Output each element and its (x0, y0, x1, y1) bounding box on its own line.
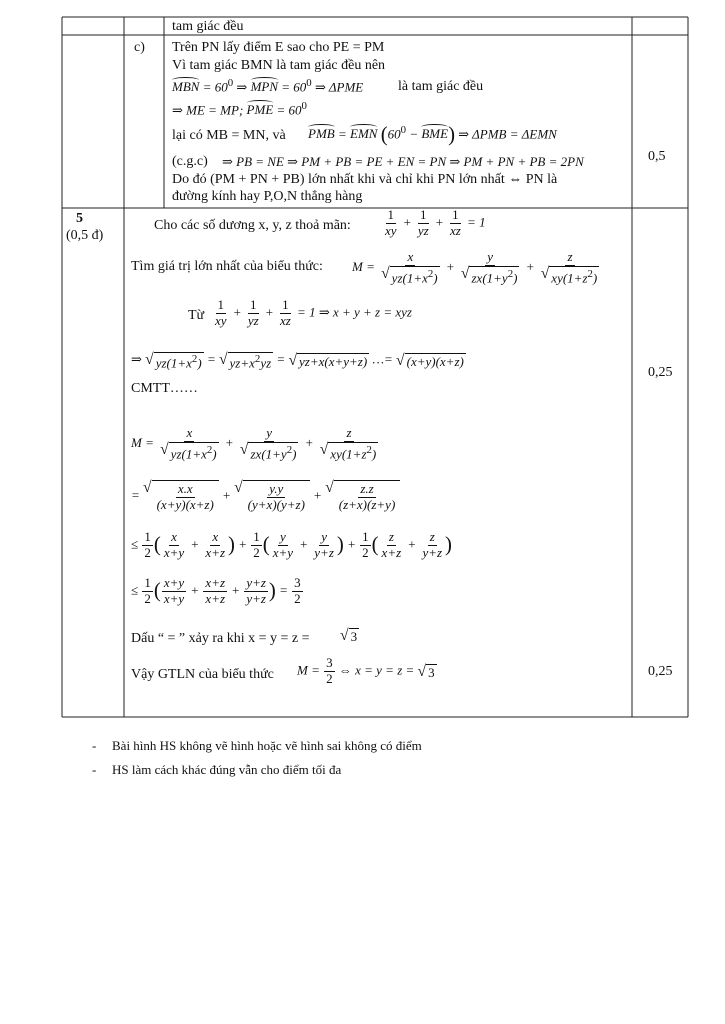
note-bullet-2: - (92, 762, 97, 777)
q5-cmtt: CMTT…… (131, 381, 198, 396)
c-line-1: Trên PN lấy điểm E sao cho PE = PM (172, 40, 385, 55)
q5-M-repeat: M = x √ $yz(1+x^2)$ + y √ $zx(1+y^2)$ + z √ $xy(1+z^2)$ (131, 425, 377, 462)
c-line-3-formula: MBN = $60^0$ ⇒ MPN = $60^0$ ⇒ ΔPME (172, 77, 364, 95)
c-line-2: Vì tam giác BMN là tam giác đều nên (172, 58, 386, 73)
q5-condition-formula: $\frac{1}{xy}$ + $\frac{1}{yz}$ + $\frac{1}{xz}$ = 1 (385, 207, 486, 238)
c-line-5-pre: lại có MB = MN, và (172, 128, 286, 143)
note-bullet-1: - (92, 738, 97, 753)
q5-am-gm-step: ≤ $\frac{1}{2}$ ( $\frac{x}{x+y}$ + $\frac{x}{x+z}$ ) + $\frac{1}{2}$ ( $\frac{y}{x+y}$ + $\frac{y}{y+z}$ ) + $\frac{1}{2}$ ( $\frac{z}{x+z}$ + $\frac{z}{y+z}$ ) (131, 529, 452, 560)
q5-score-a: 0,25 (648, 365, 673, 380)
q5-number: 5 (76, 211, 83, 226)
c-line-6-pre: (c.g.c) (172, 154, 208, 169)
c-line-5-formula: PMB = EMN $(60^0 - BME)$ ⇒ ΔPMB = ΔEMN (308, 123, 557, 146)
row1-text: tam giác đều (172, 19, 244, 34)
c-line-8: đường kính hay P,O,N thẳng hàng (172, 189, 363, 204)
q5-sum-step: ≤ $\frac{1}{2}$ ( $\frac{x+y}{x+y}$ + $\frac{x+z}{x+z}$ + $\frac{y+z}{y+z}$ ) = $\frac{3}{2}$ (131, 575, 301, 606)
note-1: Bài hình HS không vẽ hình hoặc vẽ hình sai không có điểm (112, 738, 422, 753)
note-2: HS làm cách khác đúng vẫn cho điểm tối đa (112, 762, 342, 777)
c-line-7: Do đó (PM + PN + PB) lớn nhất khi và chỉ khi PN lớn nhất ⇔ PN là (172, 172, 558, 187)
q5-score-b: 0,25 (648, 664, 673, 679)
q5-from-formula: $\frac{1}{xy}$ + $\frac{1}{yz}$ + $\frac{1}{xz}$ = 1 ⇒ x + y + z = xyz (215, 297, 412, 328)
q5-expression-M: M = x √ $yz(1+x^2)$ + y √ $zx(1+y^2)$ + z √ $xy(1+z^2)$ (352, 249, 598, 286)
q5-equality: Dấu “ = ” xảy ra khi x = y = z = (131, 631, 310, 646)
q5-M-sqrt-form: = √ $\frac{x.x}{(x+y)(x+z)}$ + √ $\frac{y.y}{(y+x)(y+z)}$ + √ $\frac{z.z}{(z+x)(z+y)}$ (131, 480, 400, 513)
c-label: c) (134, 40, 145, 55)
q5-conclusion: Vậy GTLN của biểu thức (131, 667, 274, 682)
c-line-4-formula: ⇒ ME = MP; PME = $60^0$ (172, 100, 307, 118)
q5-points: (0,5 đ) (66, 228, 104, 243)
c-line-3-tail: là tam giác đều (398, 79, 484, 94)
q5-line-1: Cho các số dương x, y, z thoả mãn: (154, 218, 351, 233)
q5-equality-value: √ 3 (340, 627, 358, 645)
c-score: 0,5 (648, 149, 666, 164)
q5-from: Từ (188, 308, 205, 323)
c-line-6-formula: ⇒ PB = NE ⇒ PM + PB = PE + EN = PN ⇒ PM + PN + PB = 2PN (222, 154, 584, 169)
q5-sqrt-transform: ⇒ √ $yz(1+x^2)$ = √ $yz+x^2yz$ = √ yz+x(x+y+z) …= √ (x+y)(x+z) (131, 351, 464, 371)
q5-conclusion-formula: M = $\frac{3}{2}$ ⇔ x = y = z = √ 3 (297, 655, 435, 686)
q5-line-2: Tìm giá trị lớn nhất của biểu thức: (131, 259, 323, 274)
